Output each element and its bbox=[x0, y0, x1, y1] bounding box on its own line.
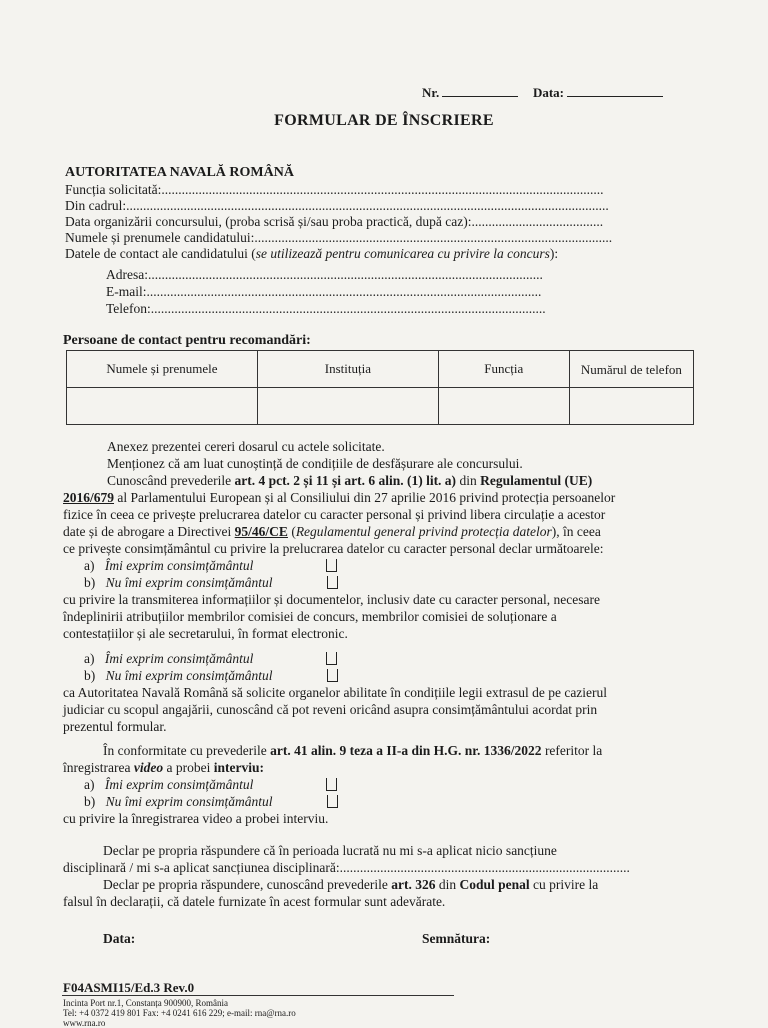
video-text: înregistrarea bbox=[63, 760, 134, 775]
option-label: a) bbox=[84, 651, 95, 666]
signature-label: Semnătura: bbox=[422, 931, 491, 946]
checkbox-2a[interactable] bbox=[326, 652, 337, 665]
option-text: Nu îmi exprim consimțământul bbox=[105, 794, 273, 809]
checkbox-1b[interactable] bbox=[327, 576, 338, 589]
video-line-1 bbox=[103, 743, 602, 759]
option-1b bbox=[84, 575, 338, 591]
gdpr-text: date și de abrogare a Directivei bbox=[63, 524, 235, 539]
field-data-organizarii: Data organizării concursului, (proba scrisă și/sau proba practică, după caz):....................................... bbox=[65, 214, 604, 229]
form-title: FORMULAR DE ÎNSCRIERE bbox=[274, 112, 494, 129]
declaration-text: disciplinară / mi s-a aplicat sancțiunea disciplinară: bbox=[63, 860, 340, 875]
field-functia-label: Funcția solicitată: bbox=[65, 182, 162, 197]
nr-date-header bbox=[422, 84, 663, 101]
option-label: b) bbox=[84, 668, 96, 683]
field-contact bbox=[65, 246, 677, 262]
checkbox-2b[interactable] bbox=[327, 669, 338, 682]
option-label: b) bbox=[84, 794, 96, 809]
option-3b bbox=[84, 794, 338, 810]
field-contact-label: Datele de contact ale candidatului ( bbox=[65, 246, 256, 261]
paragraph-anexez: Anexez prezentei cereri dosarul cu actele solicitate. bbox=[107, 439, 385, 454]
declaration-1-line-1: Declar pe propria răspundere că în perioada lucrată nu mi s-a aplicat nicio sancțiune bbox=[103, 843, 557, 858]
video-text: a probei bbox=[163, 760, 214, 775]
footer-divider bbox=[62, 995, 454, 996]
option-3a bbox=[84, 777, 337, 793]
gdpr-text: din bbox=[456, 473, 481, 488]
footer-address: Incinta Port nr.1, Constanța 900900, România bbox=[63, 998, 228, 1008]
cazier-line-2: judiciar cu scopul angajării, cunoscând că pot reveni oricând asupra consimțământului acordat prin bbox=[63, 702, 598, 717]
field-din-cadrul: Din cadrul:............................................................................................................................................... bbox=[65, 198, 609, 213]
option-text: Îmi exprim consimțământul bbox=[104, 558, 254, 573]
declaration-2-line-1 bbox=[103, 877, 598, 893]
video-text: referitor la bbox=[541, 743, 603, 758]
field-adresa-label: Adresa: bbox=[106, 267, 148, 282]
cazier-line-3: prezentul formular. bbox=[63, 719, 167, 734]
video-after: cu privire la înregistrarea video a probei interviu. bbox=[63, 811, 329, 826]
gdpr-regulation: Regulamentul (UE) bbox=[480, 473, 593, 488]
option-label: a) bbox=[84, 777, 95, 792]
transmit-line-1: cu privire la transmiterea informațiilor și documentelor, inclusiv date cu caracter personal, necesare bbox=[63, 592, 600, 607]
date-label: Data: bbox=[532, 85, 565, 100]
gdpr-line-3: fizice în ceea ce privește prelucrarea datelor cu caracter personal și privind libera circulație a acestor bbox=[63, 507, 606, 522]
table-row bbox=[67, 388, 694, 425]
gdpr-text: ), în ceea bbox=[551, 524, 601, 539]
field-contact-note: se utilizează pentru comunicarea cu privire la concurs bbox=[255, 246, 550, 261]
cazier-line-1: ca Autoritatea Navală Română să solicite organelor abilitate în condițiile legii extrasul de pe cazierul bbox=[63, 685, 608, 700]
col-institutia: Instituția bbox=[257, 351, 438, 388]
checkbox-1a[interactable] bbox=[326, 559, 337, 572]
transmit-line-2: îndeplinirii atribuțiilor membrilor comisiei de concurs, membrilor comisiei de soluționare a bbox=[63, 609, 557, 624]
field-functia: Funcția solicitată:................................................................................................................................... bbox=[65, 182, 604, 197]
gdpr-text: al Parlamentului European și al Consiliului din 27 aprilie 2016 privind protecția persoanelor bbox=[114, 490, 616, 505]
recommendations-title: Persoane de contact pentru recomandări: bbox=[63, 333, 311, 348]
authority-name: AUTORITATEA NAVALĂ ROMÂNĂ bbox=[65, 165, 294, 180]
form-code: F04ASMI15/Ed.3 Rev.0 bbox=[63, 980, 195, 995]
option-2a bbox=[84, 651, 337, 667]
option-2b bbox=[84, 668, 338, 684]
signature-date-label: Data: bbox=[103, 931, 136, 946]
declaration-article: art. 326 bbox=[391, 877, 436, 892]
declaration-2-line-2: falsul în declarații, că datele furnizate în acest formular sunt adevărate. bbox=[63, 894, 446, 909]
video-word: video bbox=[133, 760, 164, 775]
field-adresa: Adresa:..................................................................................................................... bbox=[106, 267, 543, 282]
video-interview: interviu: bbox=[213, 760, 264, 775]
gdpr-line-5: ce privește consimțământul cu privire la prelucrarea datelor cu caracter personal declar următoarele: bbox=[63, 541, 604, 556]
option-label: a) bbox=[84, 558, 95, 573]
declaration-code: Codul penal bbox=[459, 877, 530, 892]
field-email-label: E-mail: bbox=[106, 284, 147, 299]
field-telefon-label: Telefon: bbox=[106, 301, 151, 316]
nr-label: Nr. bbox=[422, 85, 440, 100]
field-nume-label: Numele și prenumele candidatului: bbox=[65, 230, 255, 245]
video-text: În conformitate cu prevederile bbox=[103, 743, 271, 758]
option-text: Nu îmi exprim consimțământul bbox=[105, 668, 273, 683]
gdpr-line-2 bbox=[63, 490, 615, 506]
paragraph-mentionez: Menționez că am luat cunoștință de condițiile de desfășurare ale concursului. bbox=[107, 456, 523, 471]
date-blank bbox=[567, 84, 663, 97]
gdpr-regulation-number: 2016/679 bbox=[63, 490, 115, 505]
cell-telefon[interactable] bbox=[569, 388, 693, 425]
footer-web: www.rna.ro bbox=[63, 1018, 106, 1028]
gdpr-line-4 bbox=[63, 524, 601, 540]
table-header-row bbox=[67, 351, 694, 388]
field-nume: Numele și prenumele candidatului:.......................................................................................................... bbox=[65, 230, 613, 245]
cell-institutia[interactable] bbox=[257, 388, 438, 425]
cell-nume[interactable] bbox=[67, 388, 258, 425]
transmit-line-3: contestațiilor și ale secretarului, în format electronic. bbox=[63, 626, 348, 641]
gdpr-line-1 bbox=[107, 473, 592, 489]
field-contact-close: ): bbox=[549, 246, 559, 261]
col-nume: Numele și prenumele bbox=[67, 351, 258, 388]
gdpr-text: Cunoscând prevederile bbox=[107, 473, 235, 488]
option-text: Îmi exprim consimțământul bbox=[104, 651, 254, 666]
gdpr-regulation-name: Regulamentul general privind protecția datelor bbox=[295, 524, 552, 539]
option-text: Nu îmi exprim consimțământul bbox=[105, 575, 273, 590]
declaration-text: din bbox=[435, 877, 460, 892]
option-text: Îmi exprim consimțământul bbox=[104, 777, 254, 792]
gdpr-text: ( bbox=[287, 524, 296, 539]
cell-functia[interactable] bbox=[438, 388, 569, 425]
video-line-2 bbox=[63, 760, 264, 776]
field-telefon: Telefon:..................................................................................................................... bbox=[106, 301, 546, 316]
declaration-text: Declar pe propria răspundere, cunoscând prevederile bbox=[103, 877, 392, 892]
option-label: b) bbox=[84, 575, 96, 590]
col-telefon: Numărul de telefon bbox=[569, 351, 693, 388]
field-data-organizarii-label: Data organizării concursului, (proba scrisă și/sau proba practică, după caz): bbox=[65, 214, 472, 229]
declaration-1-line-2: disciplinară / mi s-a aplicat sancțiunea disciplinară:...................................................................................... bbox=[63, 860, 630, 875]
gdpr-articles: art. 4 pct. 2 și 11 și art. 6 alin. (1) lit. a) bbox=[234, 473, 457, 488]
gdpr-directive: 95/46/CE bbox=[234, 524, 288, 539]
checkbox-3b[interactable] bbox=[327, 795, 338, 808]
field-din-cadrul-label: Din cadrul: bbox=[65, 198, 127, 213]
recommendations-table bbox=[66, 350, 694, 425]
nr-blank bbox=[442, 84, 518, 97]
video-law: art. 41 alin. 9 teza a II-a din H.G. nr. 1336/2022 bbox=[270, 743, 542, 758]
field-email: E-mail:..................................................................................................................... bbox=[106, 284, 542, 299]
footer-contact: Tel: +4 0372 419 801 Fax: +4 0241 616 229; e-mail: rna@rna.ro bbox=[63, 1008, 296, 1018]
col-functia: Funcția bbox=[438, 351, 569, 388]
declaration-text: cu privire la bbox=[529, 877, 599, 892]
checkbox-3a[interactable] bbox=[326, 778, 337, 791]
option-1a bbox=[84, 558, 337, 574]
